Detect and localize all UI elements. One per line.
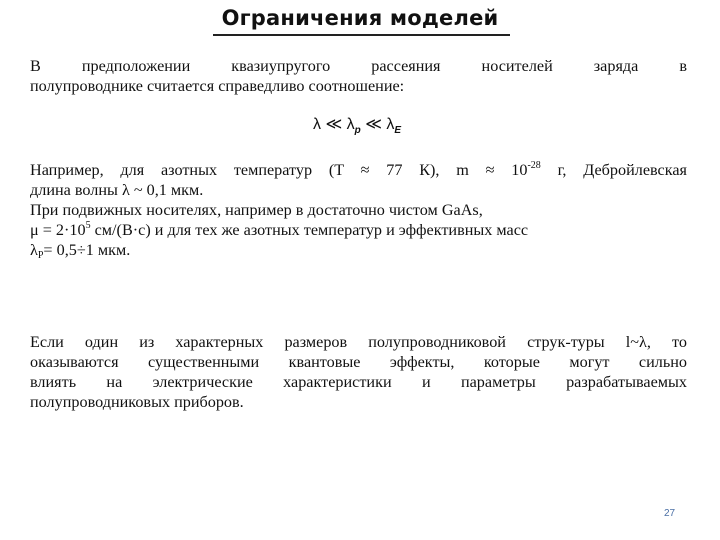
example-line-5 xyxy=(30,240,687,260)
formula-lambda-e: λ xyxy=(386,116,395,133)
conclusion-line-3: влиять на электрические характеристики и параметры разрабатываемых xyxy=(30,373,687,391)
intro-paragraph xyxy=(30,56,687,96)
intro-line-2: полупроводнике считается справедливо соотношение: xyxy=(30,77,405,95)
mobility-text-a: μ = 2·10 xyxy=(30,221,86,239)
page-number: 27 xyxy=(664,508,676,519)
example-line-1 xyxy=(30,160,687,180)
conclusion-paragraph xyxy=(30,332,687,412)
wavelength-inequality-formula xyxy=(313,114,401,136)
example-paragraph xyxy=(30,160,687,260)
lambda-p-symbol: λ xyxy=(30,241,38,259)
conclusion-line-2: оказываются существенными квантовые эффекты, которые могут сильно xyxy=(30,353,687,371)
example-line-2: длина волны λ ~ 0,1 мкм. xyxy=(30,181,204,199)
formula-sub-e: E xyxy=(394,125,402,136)
conclusion-line-1: Если один из характерных размеров полупроводниковой струк-туры l~λ, то xyxy=(30,333,687,351)
mobility-exponent: 5 xyxy=(85,220,91,231)
example-line-1-text-a: Например, для азотных температур (T ≈ 77 К), m ≈ 10 xyxy=(30,161,528,179)
lambda-p-subscript: P xyxy=(37,250,44,261)
mobility-text-b: см/(В·с) и для тех же азотных температур и эффективных масс xyxy=(90,221,529,239)
intro-line-1: В предположении квазиупругого рассеяния носителей заряда в xyxy=(30,57,687,75)
formula-sub-p: p xyxy=(354,125,361,136)
mass-exponent: -28 xyxy=(527,160,541,171)
formula-much-less-2: ≪ xyxy=(365,116,382,133)
conclusion-line-4: полупроводниковых приборов. xyxy=(30,393,244,411)
title-underline xyxy=(213,34,510,36)
formula-lambda: λ xyxy=(313,116,321,133)
example-line-3: При подвижных носителях, например в достаточно чистом GaAs, xyxy=(30,201,483,219)
slide-title: Ограничения моделей xyxy=(221,6,499,30)
lambda-p-value: = 0,5÷1 мкм. xyxy=(43,241,131,259)
example-line-1-text-b: г, Дебройлевская xyxy=(540,161,687,179)
formula-lambda-p: λ xyxy=(346,116,355,133)
example-line-4 xyxy=(30,220,687,240)
formula-much-less-1: ≪ xyxy=(325,116,343,133)
